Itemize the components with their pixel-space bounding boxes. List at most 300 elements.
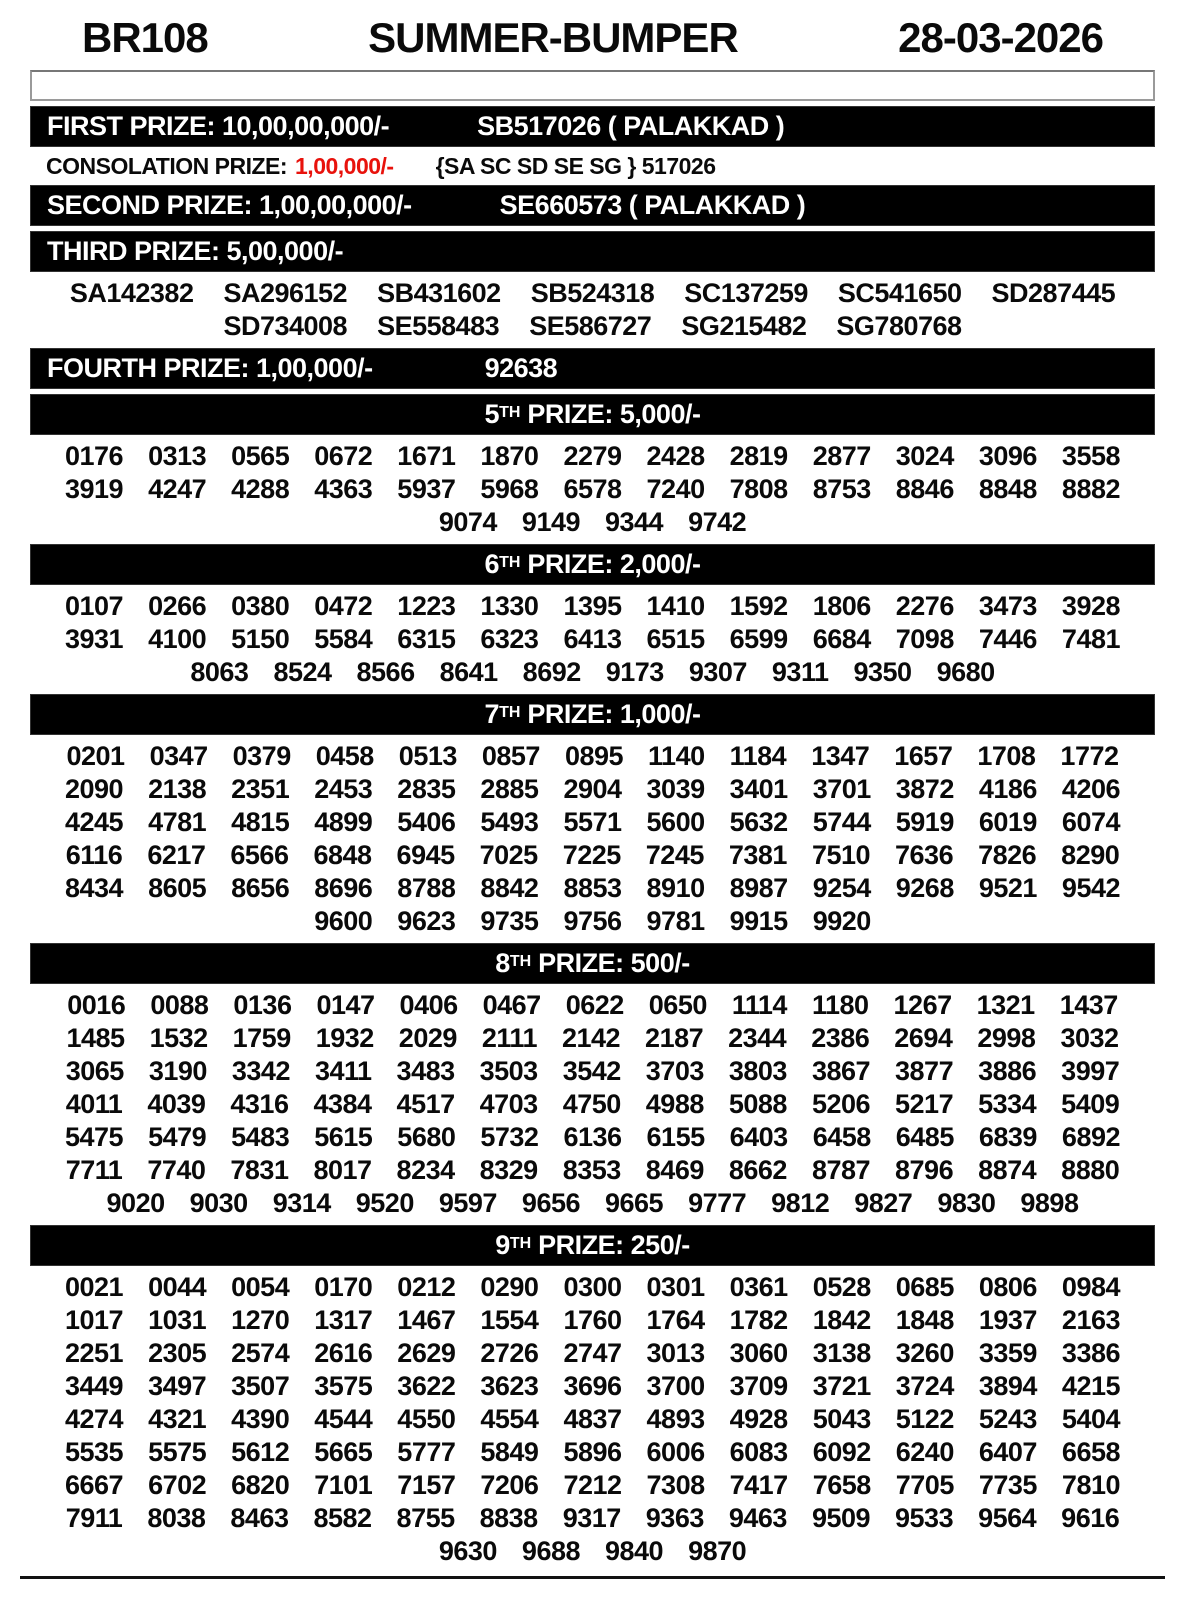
prize-number: 1114	[731, 990, 787, 1020]
prize-number: 1554	[480, 1305, 539, 1335]
prize-number: 9520	[355, 1188, 414, 1218]
prize-number: 6684	[812, 624, 871, 654]
prize-number: 5744	[812, 807, 871, 837]
prize-number: 5475	[64, 1122, 124, 1152]
consolation-series: {SA SC SD SE SG } 517026	[435, 153, 716, 179]
prize-number: 8434	[64, 873, 124, 903]
prize-number: 3928	[1061, 591, 1120, 621]
prize-number: 1437	[1059, 990, 1118, 1020]
prize-number: 7025	[479, 840, 538, 870]
prize-number: 1347	[811, 741, 870, 771]
prize-number: 4288	[231, 474, 290, 504]
prize-number: 7446	[978, 624, 1037, 654]
prize-number: 3886	[978, 1056, 1037, 1086]
page-header	[30, 0, 1155, 68]
prize-number: 8787	[811, 1155, 871, 1185]
prize-number: 7808	[729, 474, 788, 504]
prize-number: SB431602	[377, 278, 501, 308]
prize-number: 0857	[481, 741, 540, 771]
number-row	[30, 1535, 1155, 1568]
prize-number: 4316	[230, 1089, 289, 1119]
number-row	[30, 310, 1155, 343]
prize-number: 1842	[812, 1305, 871, 1335]
prize-number: 5615	[314, 1122, 373, 1152]
prize-number: 4390	[231, 1404, 290, 1434]
prize-number: 2428	[646, 441, 705, 471]
prize-number: 6407	[978, 1437, 1037, 1467]
prize-number: 1782	[729, 1305, 788, 1335]
prize-number: 3138	[812, 1338, 871, 1368]
prize-number: 6403	[729, 1122, 788, 1152]
prize-number: 3867	[811, 1056, 871, 1086]
prize-number: 6074	[1061, 807, 1120, 837]
prize-number: 0361	[729, 1272, 788, 1302]
prize-number: 7240	[646, 474, 705, 504]
prize-number: 9344	[605, 507, 664, 537]
prize-number: 8582	[313, 1503, 372, 1533]
number-row	[30, 839, 1155, 872]
prize-number: 4100	[148, 624, 207, 654]
prize-number: 6240	[895, 1437, 954, 1467]
prize-number: 1932	[315, 1023, 374, 1053]
prize-number: 8796	[895, 1155, 954, 1185]
prize-number: 3877	[895, 1056, 954, 1086]
prize-number: 7740	[147, 1155, 206, 1185]
prize-number: 5680	[397, 1122, 456, 1152]
prize-number: 6658	[1061, 1437, 1120, 1467]
prize-number: 1223	[397, 591, 456, 621]
prize-number: 4899	[314, 807, 373, 837]
prize-number: 5217	[895, 1089, 954, 1119]
prize-number: 9149	[521, 507, 580, 537]
prize-number: 2187	[645, 1023, 704, 1053]
prize-number: 3703	[645, 1056, 704, 1086]
prize-number: 4247	[148, 474, 207, 504]
prize-number: 7636	[895, 840, 954, 870]
prize-number: 7381	[728, 840, 787, 870]
prize-number: SA142382	[69, 278, 194, 308]
prize-number: 3997	[1061, 1056, 1120, 1086]
number-row	[30, 1502, 1155, 1535]
prize-number: 4011	[65, 1089, 123, 1119]
prize-number: 8662	[728, 1155, 787, 1185]
prize-number: 1848	[895, 1305, 954, 1335]
prize-number: 6599	[729, 624, 788, 654]
prize-number: 4274	[64, 1404, 124, 1434]
prize-number: 3483	[396, 1056, 455, 1086]
prize-number: 8882	[1061, 474, 1120, 504]
prize-number: 2138	[148, 774, 207, 804]
prize-number: 7101	[314, 1470, 373, 1500]
prize-number: 2835	[397, 774, 456, 804]
prize-number: 6315	[397, 624, 456, 654]
fourth-prize-bar	[30, 348, 1155, 389]
prize-number: 2029	[398, 1023, 457, 1053]
prize-bar-title: 9TH PRIZE: 250/-	[495, 1230, 690, 1260]
prize-number: 9363	[645, 1503, 704, 1533]
prize-number: 7826	[978, 840, 1037, 870]
bottom-divider	[20, 1576, 1165, 1579]
prize-number: 6848	[313, 840, 372, 870]
prize-number: 3622	[397, 1371, 456, 1401]
prize-number: 3342	[231, 1056, 290, 1086]
draw-code: BR108	[82, 14, 208, 61]
number-row	[30, 1088, 1155, 1121]
prize-number: 9827	[854, 1188, 913, 1218]
prize-number: 8469	[645, 1155, 704, 1185]
prize-number: 1184	[729, 741, 787, 771]
prize-number: 4554	[480, 1404, 539, 1434]
prize-number: 1772	[1060, 741, 1119, 771]
prize-number: 1321	[976, 990, 1035, 1020]
prize-number: 2386	[811, 1023, 870, 1053]
number-row	[30, 740, 1155, 773]
prize-number: 2279	[563, 441, 622, 471]
prize-number: 3701	[812, 774, 871, 804]
prize-number: 0984	[1061, 1272, 1120, 1302]
prize-number: 6019	[978, 807, 1037, 837]
prize-number: 9756	[563, 906, 622, 936]
prize-bar-5th	[30, 394, 1155, 435]
prize-number: 4517	[396, 1089, 455, 1119]
number-row	[30, 1370, 1155, 1403]
prize-number: 9173	[605, 657, 664, 687]
prize-number: 0379	[232, 741, 291, 771]
prize-number: 4928	[729, 1404, 788, 1434]
prize-number: 9920	[812, 906, 871, 936]
prize-number: 1708	[977, 741, 1036, 771]
prize-number: 3449	[64, 1371, 124, 1401]
prize-number: 3919	[64, 474, 124, 504]
prize-number: 6413	[563, 624, 622, 654]
prize-number: 2819	[729, 441, 788, 471]
prize-number: 8788	[397, 873, 456, 903]
prize-number: 5612	[231, 1437, 290, 1467]
prize-number: 7157	[397, 1470, 456, 1500]
prize-number: 0176	[64, 441, 124, 471]
prize-number: 0088	[150, 990, 209, 1020]
prize-number: 1870	[480, 441, 539, 471]
first-prize-winner: SB517026 ( PALAKKAD )	[477, 111, 785, 141]
prize-number: 7098	[895, 624, 954, 654]
prize-number: 8692	[522, 657, 581, 687]
prize-number: 0044	[148, 1272, 207, 1302]
prize-number: 0622	[565, 990, 624, 1020]
prize-number: 0895	[564, 741, 624, 771]
prize-number: 2885	[480, 774, 539, 804]
prize-number: 9074	[438, 507, 497, 537]
prize-number: 4703	[479, 1089, 538, 1119]
number-row	[30, 1436, 1155, 1469]
prize-number: 9781	[646, 906, 705, 936]
lower-prize-sections	[30, 394, 1155, 1568]
prize-number: 5122	[895, 1404, 954, 1434]
number-row	[30, 806, 1155, 839]
prize-number: 4384	[313, 1089, 372, 1119]
prize-number: 3386	[1061, 1338, 1120, 1368]
prize-number: 0380	[231, 591, 290, 621]
prize-number: 9840	[605, 1536, 664, 1566]
prize-number: 5919	[895, 807, 954, 837]
prize-number: 5665	[314, 1437, 373, 1467]
prize-number: 3623	[480, 1371, 539, 1401]
prize-number: 0300	[563, 1272, 622, 1302]
prize-bar-title: 6TH PRIZE: 2,000/-	[484, 549, 701, 579]
prize-number: 3411	[314, 1056, 372, 1086]
prize-number: 8842	[480, 873, 539, 903]
prize-number: 9870	[688, 1536, 747, 1566]
prize-number: 7308	[646, 1470, 705, 1500]
prize-number: 8656	[231, 873, 290, 903]
prize-number: 3190	[148, 1056, 207, 1086]
prize-number: 0147	[316, 990, 375, 1020]
prize-number: 8874	[978, 1155, 1037, 1185]
prize-number: 0054	[231, 1272, 290, 1302]
prize-number: 6083	[729, 1437, 788, 1467]
prize-number: 9030	[189, 1188, 248, 1218]
prize-number: 9735	[480, 906, 539, 936]
prize-bar-title: 7TH PRIZE: 1,000/-	[484, 699, 701, 729]
prize-number: SA296152	[223, 278, 348, 308]
prize-number: 8605	[148, 873, 207, 903]
number-row	[30, 773, 1155, 806]
prize-number: 2877	[812, 441, 871, 471]
prize-number: 0650	[648, 990, 707, 1020]
prize-number: 2998	[977, 1023, 1036, 1053]
prize-number: 1140	[648, 741, 705, 771]
prize-number: 1317	[314, 1305, 373, 1335]
prize-number: 9898	[1020, 1188, 1079, 1218]
prize-number: 7810	[1061, 1470, 1120, 1500]
fourth-prize-label: FOURTH PRIZE: 1,00,000/-	[47, 353, 373, 383]
prize-number: 1764	[646, 1305, 705, 1335]
prize-section-8th	[30, 943, 1155, 1220]
prize-number: 8353	[562, 1155, 621, 1185]
prize-number: 9600	[314, 906, 373, 936]
draw-date: 28-03-2026	[898, 14, 1103, 61]
prize-number: 9777	[688, 1188, 747, 1218]
consolation-amount: 1,00,000/-	[295, 153, 394, 179]
prize-number: 7245	[645, 840, 704, 870]
prize-number: 3724	[895, 1371, 954, 1401]
prize-number: 9564	[978, 1503, 1037, 1533]
prize-number: 8755	[396, 1503, 455, 1533]
prize-number: 7705	[895, 1470, 954, 1500]
prize-number: 5777	[397, 1437, 456, 1467]
prize-number: 3013	[646, 1338, 705, 1368]
prize-number: 6515	[646, 624, 705, 654]
prize-number: 7911	[65, 1503, 123, 1533]
prize-number: 4039	[147, 1089, 206, 1119]
prize-number: 8753	[812, 474, 871, 504]
prize-number: 4893	[646, 1404, 705, 1434]
prize-number: 4206	[1061, 774, 1120, 804]
prize-number: 0347	[149, 741, 208, 771]
prize-number: 5479	[148, 1122, 207, 1152]
prize-number: 2276	[895, 591, 954, 621]
prize-section-9th	[30, 1225, 1155, 1568]
prize-number: 3803	[728, 1056, 787, 1086]
prize-number: 1267	[893, 990, 952, 1020]
prize-section-5th	[30, 394, 1155, 539]
prize-number: 3931	[64, 624, 124, 654]
number-row	[30, 1121, 1155, 1154]
prize-number: 0472	[314, 591, 373, 621]
prize-number: 3260	[895, 1338, 954, 1368]
prize-number: 1671	[397, 441, 456, 471]
number-row	[30, 1337, 1155, 1370]
prize-number: 5334	[978, 1089, 1037, 1119]
prize-number: 6702	[148, 1470, 207, 1500]
prize-number: 5732	[480, 1122, 539, 1152]
prize-bar-6th	[30, 544, 1155, 585]
prize-number: 3575	[314, 1371, 373, 1401]
prize-number: 1485	[66, 1023, 125, 1053]
prize-number: 5968	[480, 474, 539, 504]
prize-number: 3359	[978, 1338, 1037, 1368]
prize-number: 4750	[562, 1089, 621, 1119]
prize-number: 0021	[64, 1272, 124, 1302]
number-row	[30, 872, 1155, 905]
prize-number: 9630	[438, 1536, 497, 1566]
prize-bar-title: 5TH PRIZE: 5,000/-	[484, 399, 701, 429]
prize-number: 1031	[148, 1305, 207, 1335]
prize-section-7th	[30, 694, 1155, 938]
prize-number: 0528	[812, 1272, 871, 1302]
prize-number: SB524318	[530, 278, 655, 308]
prize-number: 8880	[1061, 1155, 1120, 1185]
prize-number: 6155	[646, 1122, 705, 1152]
prize-number: 6667	[64, 1470, 124, 1500]
prize-number: 2344	[728, 1023, 787, 1053]
prize-number: 6116	[65, 840, 123, 870]
prize-number: 4544	[314, 1404, 373, 1434]
prize-number: 9597	[438, 1188, 497, 1218]
prize-number: 2726	[480, 1338, 539, 1368]
prize-number: 2251	[64, 1338, 124, 1368]
number-row	[30, 1055, 1155, 1088]
prize-number: 5043	[812, 1404, 871, 1434]
prize-number: 5896	[563, 1437, 622, 1467]
number-row	[30, 1022, 1155, 1055]
prize-number: 5535	[64, 1437, 124, 1467]
prize-number: 4215	[1061, 1371, 1120, 1401]
prize-bar-9th	[30, 1225, 1155, 1266]
prize-number: SE586727	[529, 311, 652, 341]
prize-number: SD734008	[223, 311, 348, 341]
prize-number: 5584	[314, 624, 373, 654]
prize-number: 3558	[1061, 441, 1120, 471]
prize-number: 6839	[978, 1122, 1037, 1152]
number-row	[30, 1469, 1155, 1502]
prize-number: 0201	[66, 741, 125, 771]
fourth-prize-winner: 92638	[484, 353, 558, 383]
prize-number: 5150	[231, 624, 290, 654]
prize-number: 0467	[482, 990, 541, 1020]
prize-number: 8853	[563, 873, 622, 903]
prize-number: 8987	[729, 873, 788, 903]
prize-number: 6566	[230, 840, 289, 870]
prize-number: 6892	[1061, 1122, 1120, 1152]
number-row	[30, 1154, 1155, 1187]
prize-number: 1592	[729, 591, 788, 621]
prize-number: 6485	[895, 1122, 954, 1152]
prize-section-6th	[30, 544, 1155, 689]
prize-number: 0565	[231, 441, 290, 471]
number-row	[30, 1271, 1155, 1304]
prize-number: 0136	[233, 990, 292, 1020]
empty-input-box[interactable]	[30, 70, 1155, 101]
prize-number: 9317	[562, 1503, 621, 1533]
prize-number: 5937	[397, 474, 456, 504]
number-row	[30, 506, 1155, 539]
prize-number: 6217	[147, 840, 206, 870]
prize-number: 4321	[148, 1404, 207, 1434]
prize-number: 5243	[978, 1404, 1037, 1434]
prize-number: 1759	[232, 1023, 291, 1053]
prize-number: 0806	[978, 1272, 1037, 1302]
prize-number: 8329	[479, 1155, 538, 1185]
prize-number: 9307	[688, 657, 747, 687]
prize-number: 6136	[563, 1122, 622, 1152]
prize-bar-7th	[30, 694, 1155, 735]
second-prize-winner: SE660573 ( PALAKKAD )	[499, 190, 806, 220]
prize-number: 4781	[148, 807, 207, 837]
prize-number: 3065	[65, 1056, 124, 1086]
prize-number: 0513	[398, 741, 457, 771]
prize-number: 2111	[481, 1023, 537, 1053]
prize-bar-title: 8TH PRIZE: 500/-	[495, 948, 690, 978]
prize-number: 5409	[1061, 1089, 1120, 1119]
prize-number: 8846	[895, 474, 954, 504]
prize-number: SD287445	[991, 278, 1116, 308]
prize-number: SG780768	[836, 311, 962, 341]
prize-number: 7510	[811, 840, 871, 870]
prize-number: 3039	[646, 774, 705, 804]
prize-number: 3894	[978, 1371, 1037, 1401]
prize-number: 7212	[563, 1470, 622, 1500]
prize-number: 9665	[605, 1188, 664, 1218]
prize-number: 5632	[729, 807, 788, 837]
prize-number: 9616	[1061, 1503, 1120, 1533]
prize-number: 0406	[399, 990, 458, 1020]
prize-number: SC137259	[684, 278, 808, 308]
third-prize-numbers	[30, 277, 1155, 343]
prize-number: 9915	[729, 906, 788, 936]
prize-number: 8566	[356, 657, 415, 687]
prize-number: 2142	[561, 1023, 621, 1053]
prize-number: 3542	[562, 1056, 621, 1086]
prize-number: 6820	[231, 1470, 290, 1500]
prize-number: 8063	[190, 657, 249, 687]
prize-number: 8848	[978, 474, 1037, 504]
prize-number: 4550	[397, 1404, 456, 1434]
prize-number: 0107	[64, 591, 124, 621]
prize-number: 9623	[397, 906, 456, 936]
prize-number: 7481	[1061, 624, 1120, 654]
prize-number: 0301	[646, 1272, 705, 1302]
prize-number: 3060	[729, 1338, 788, 1368]
prize-number: 9350	[853, 657, 912, 687]
prize-number: 9020	[106, 1188, 165, 1218]
prize-number: 9742	[688, 507, 747, 537]
prize-number: 3473	[978, 591, 1037, 621]
prize-number: SC541650	[837, 278, 962, 308]
prize-number: 7711	[65, 1155, 123, 1185]
prize-number: 7658	[812, 1470, 871, 1500]
prize-number: 3096	[978, 441, 1037, 471]
prize-number: 1760	[563, 1305, 622, 1335]
